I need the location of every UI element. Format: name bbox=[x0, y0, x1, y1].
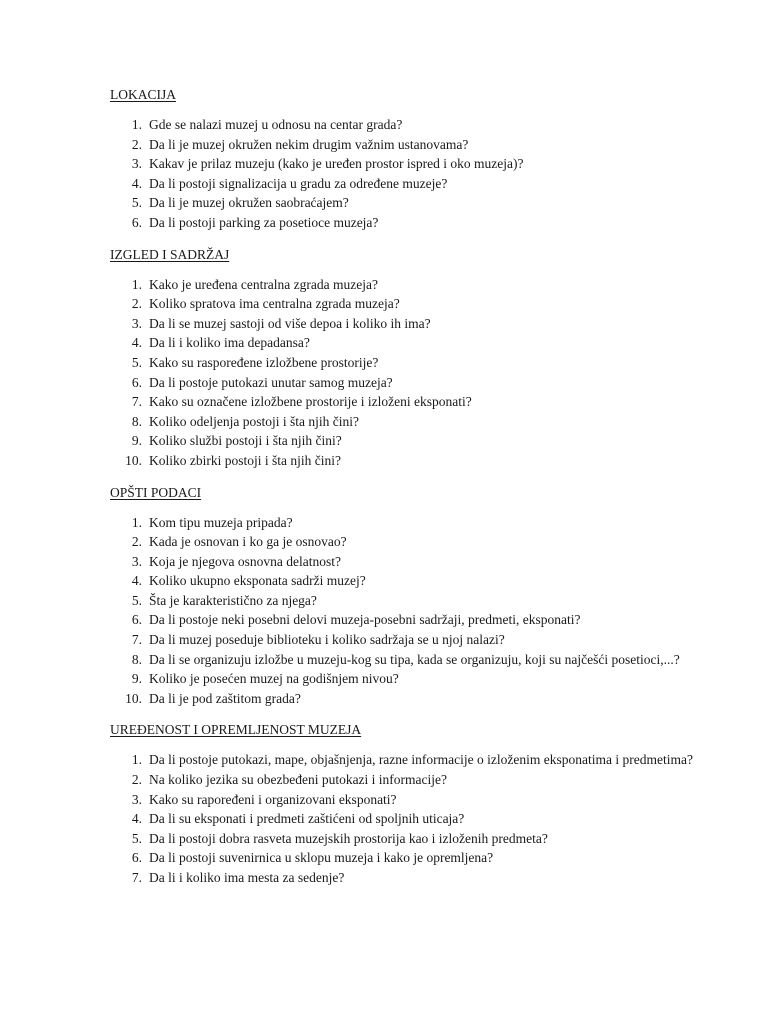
question-text: Koliko spratova ima centralna zgrada muzeja? bbox=[149, 296, 400, 312]
list-item bbox=[110, 431, 710, 451]
question-text: Da li se muzej sastoji od više depoa i koliko ih ima? bbox=[149, 315, 431, 331]
item-number: 6. bbox=[131, 374, 142, 390]
question-text: Da li postoje putokazi, mape, objašnjenja, razne informacije o izloženim eksponatima i predmetima? bbox=[149, 752, 693, 768]
question-list-uredjenost-i-opremljenost bbox=[110, 750, 710, 887]
list-item bbox=[110, 115, 710, 135]
item-number: 7. bbox=[131, 394, 142, 410]
item-number: 4. bbox=[131, 175, 142, 191]
item-number: 3. bbox=[131, 791, 142, 807]
item-number: 9. bbox=[131, 433, 142, 449]
question-text: Gde se nalazi muzej u odnosu na centar grada? bbox=[149, 117, 403, 132]
item-number: 3. bbox=[131, 315, 142, 331]
list-item bbox=[110, 552, 710, 572]
list-item bbox=[110, 412, 710, 432]
item-number: 2. bbox=[131, 296, 142, 312]
question-text: Da li je muzej okružen saobraćajem? bbox=[149, 195, 349, 211]
item-number: 5. bbox=[131, 354, 142, 370]
item-number: 7. bbox=[131, 870, 142, 885]
question-text: Da li postoji suvenirnica u sklopu muzeja i kako je opremljena? bbox=[149, 850, 494, 866]
list-item bbox=[110, 333, 710, 353]
list-item bbox=[110, 610, 710, 630]
list-item bbox=[110, 314, 710, 334]
question-list-opsti-podaci bbox=[110, 513, 710, 709]
list-item bbox=[110, 532, 710, 552]
item-number: 8. bbox=[131, 651, 142, 667]
list-item bbox=[110, 848, 710, 868]
question-text: Da li postoji parking za posetioce muzeja? bbox=[149, 214, 379, 230]
item-number: 1. bbox=[131, 117, 142, 132]
list-item bbox=[110, 174, 710, 194]
question-text: Da li i koliko ima mesta za sedenje? bbox=[149, 870, 345, 885]
question-list-izgled-i-sadrzaj bbox=[110, 275, 710, 471]
list-item bbox=[110, 193, 710, 213]
list-item bbox=[110, 154, 710, 174]
question-text: Koliko zbirki postoji i šta njih čini? bbox=[149, 452, 341, 468]
item-number: 5. bbox=[131, 195, 142, 211]
item-number: 7. bbox=[131, 632, 142, 648]
item-number: 4. bbox=[131, 573, 142, 589]
list-item bbox=[110, 790, 710, 810]
list-item bbox=[110, 373, 710, 393]
list-item bbox=[110, 275, 710, 295]
list-item bbox=[110, 689, 710, 709]
item-number: 3. bbox=[131, 553, 142, 569]
item-number: 4. bbox=[131, 811, 142, 827]
question-text: Koliko službi postoji i šta njih čini? bbox=[149, 433, 342, 449]
section-heading-izgled-i-sadrzaj: IZGLED I SADRŽAJ bbox=[110, 246, 230, 262]
question-text: Kako su raspoređene izložbene prostorije? bbox=[149, 354, 379, 370]
item-number: 10. bbox=[125, 452, 142, 468]
question-text: Da li i koliko ima depadansa? bbox=[149, 335, 310, 351]
question-text: Šta je karakteristično za njega? bbox=[149, 592, 317, 608]
item-number: 5. bbox=[131, 592, 142, 608]
item-number: 2. bbox=[131, 136, 142, 152]
question-text: Da li muzej poseduje biblioteku i koliko sadržaja se u njoj nalazi? bbox=[149, 632, 505, 648]
section-heading-lokacija: LOKACIJA bbox=[110, 87, 176, 102]
list-item bbox=[110, 750, 710, 770]
list-item bbox=[110, 868, 710, 888]
list-item bbox=[110, 451, 710, 471]
list-item bbox=[110, 392, 710, 412]
question-text: Da li postoji signalizacija u gradu za određene muzeje? bbox=[149, 175, 448, 191]
question-text: Da li postoje neki posebni delovi muzeja-posebni sadržaji, predmeti, eksponati? bbox=[149, 612, 581, 628]
item-number: 1. bbox=[131, 276, 142, 292]
list-item bbox=[110, 513, 710, 533]
question-text: Na koliko jezika su obezbeđeni putokazi i informacije? bbox=[149, 772, 448, 788]
list-item bbox=[110, 809, 710, 829]
item-number: 6. bbox=[131, 850, 142, 866]
item-number: 3. bbox=[131, 156, 142, 172]
item-number: 10. bbox=[125, 690, 142, 706]
question-text: Kako je uređena centralna zgrada muzeja? bbox=[149, 276, 378, 292]
section-heading-opsti-podaci: OPŠTI PODACI bbox=[110, 484, 202, 500]
list-item bbox=[110, 294, 710, 314]
question-text: Da li postoje putokazi unutar samog muzeja? bbox=[149, 374, 393, 390]
question-text: Kom tipu muzeja pripada? bbox=[149, 514, 293, 530]
question-text: Koliko je posećen muzej na godišnjem nivou? bbox=[149, 671, 399, 687]
list-item bbox=[110, 650, 710, 670]
list-item bbox=[110, 591, 710, 611]
list-item bbox=[110, 770, 710, 790]
question-text: Da li postoji dobra rasveta muzejskih prostorija kao i izloženih predmeta? bbox=[149, 830, 548, 846]
question-text: Da li se organizuju izložbe u muzeju-kog su tipa, kada se organizuju, koji su najčešći posetioci,...? bbox=[149, 651, 680, 667]
list-item bbox=[110, 213, 710, 233]
question-text: Da li su eksponati i predmeti zaštićeni od spoljnih uticaja? bbox=[149, 811, 465, 827]
question-text: Da li je muzej okružen nekim drugim važnim ustanovama? bbox=[149, 136, 469, 152]
item-number: 1. bbox=[131, 514, 142, 530]
list-item bbox=[110, 353, 710, 373]
question-text: Kada je osnovan i ko ga je osnovao? bbox=[149, 534, 347, 550]
question-text: Kako su označene izložbene prostorije i izloženi eksponati? bbox=[149, 394, 472, 410]
question-text: Da li je pod zaštitom grada? bbox=[149, 690, 301, 706]
item-number: 8. bbox=[131, 413, 142, 429]
list-item bbox=[110, 829, 710, 849]
list-item bbox=[110, 630, 710, 650]
item-number: 4. bbox=[131, 335, 142, 351]
item-number: 2. bbox=[131, 772, 142, 788]
item-number: 5. bbox=[131, 830, 142, 846]
question-text: Koja je njegova osnovna delatnost? bbox=[149, 553, 341, 569]
document-page bbox=[110, 85, 710, 888]
item-number: 2. bbox=[131, 534, 142, 550]
item-number: 9. bbox=[131, 671, 142, 687]
section-heading-uredjenost-i-opremljenost: UREĐENOST I OPREMLJENOST MUZEJA bbox=[110, 722, 362, 738]
list-item bbox=[110, 669, 710, 689]
question-text: Koliko odeljenja postoji i šta njih čini? bbox=[149, 413, 359, 429]
item-number: 1. bbox=[131, 752, 142, 768]
question-text: Koliko ukupno eksponata sadrži muzej? bbox=[149, 573, 366, 589]
list-item bbox=[110, 135, 710, 155]
question-list-lokacija bbox=[110, 115, 710, 233]
question-text: Kakav je prilaz muzeju (kako je uređen prostor ispred i oko muzeja)? bbox=[149, 156, 524, 172]
item-number: 6. bbox=[131, 612, 142, 628]
question-text: Kako su rapoređeni i organizovani eksponati? bbox=[149, 791, 397, 807]
item-number: 6. bbox=[131, 214, 142, 230]
list-item bbox=[110, 571, 710, 591]
